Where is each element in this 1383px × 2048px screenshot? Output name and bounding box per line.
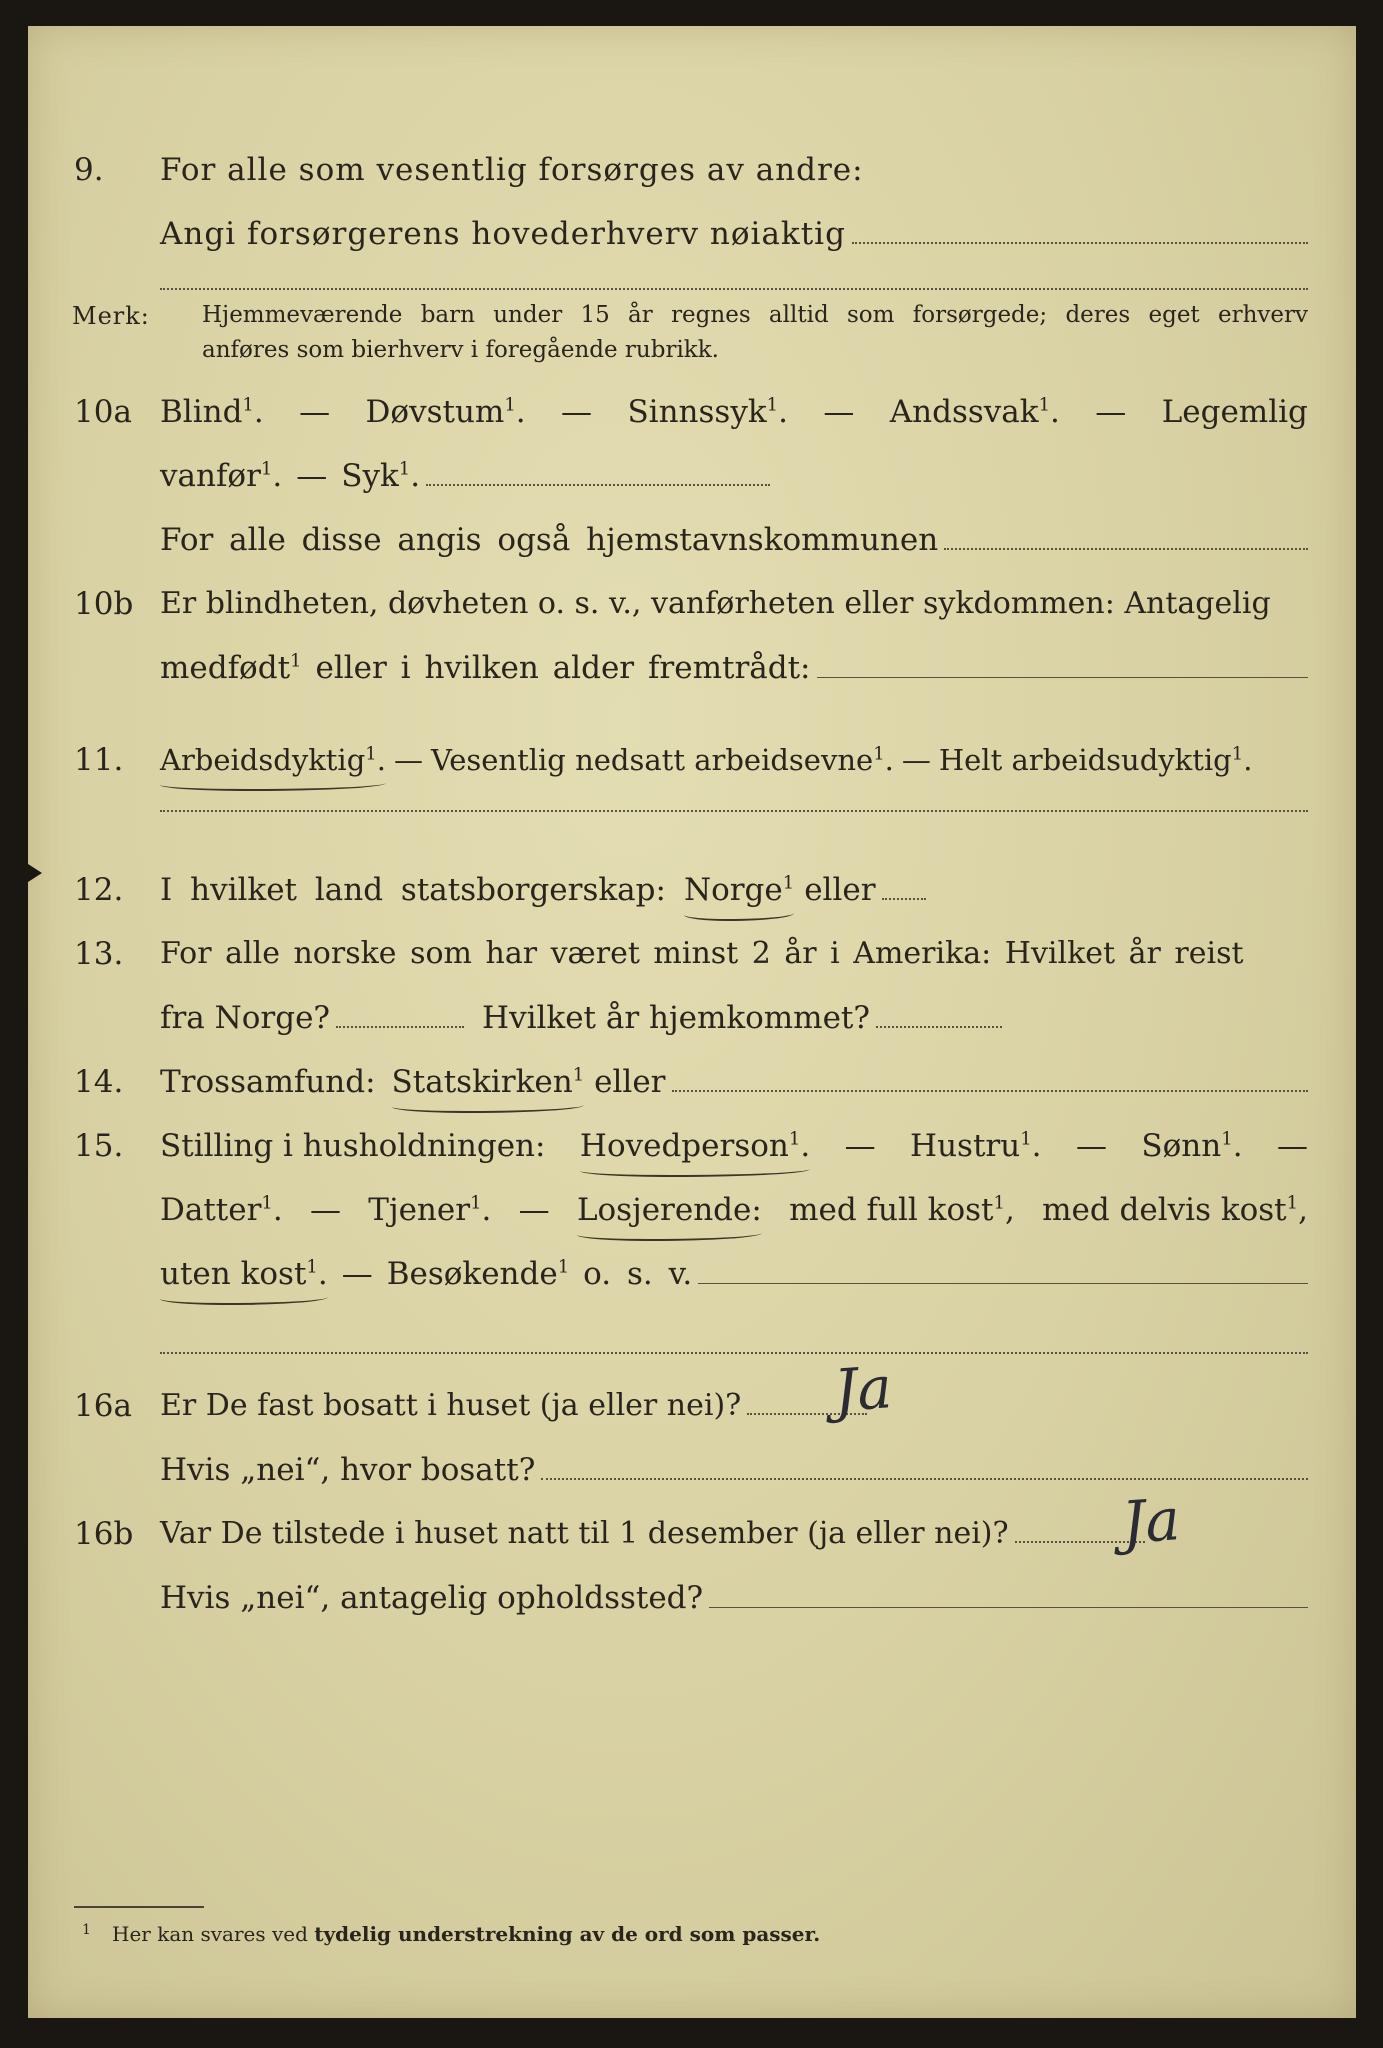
- q9-number: 9.: [74, 152, 104, 188]
- q9-provider-label: Angi forsørgerens hovederhverv nøiaktig: [160, 216, 846, 252]
- option-medfodt[interactable]: medfødt$^1$: [160, 650, 302, 686]
- footnote-text-a: Her kan svares ved: [112, 1922, 308, 1946]
- q15-etc: o. s. v.: [583, 1256, 693, 1292]
- q11-number: 11.: [74, 742, 124, 778]
- q14-number: 14.: [74, 1064, 124, 1100]
- option-besokende[interactable]: Besøkende$^1$: [386, 1256, 570, 1292]
- separator-dash: —: [844, 1128, 876, 1164]
- option-delvis-kost[interactable]: med delvis kost$^1$,: [1042, 1192, 1308, 1228]
- q10b-age-field[interactable]: [817, 677, 1308, 678]
- q13-line1: [28, 926, 1356, 982]
- option-andssvak[interactable]: Andssvak$^1$.: [889, 394, 1060, 430]
- option-uten-kost-underlined[interactable]: uten kost$^1$.: [160, 1246, 328, 1305]
- option-legemlig[interactable]: Legemlig: [1161, 394, 1308, 430]
- q15-number: 15.: [74, 1128, 124, 1164]
- option-hovedperson-underlined[interactable]: Hovedperson$^1$.: [580, 1118, 810, 1177]
- option-sonn[interactable]: Sønn$^1$.: [1141, 1128, 1243, 1164]
- q12-other-country-field[interactable]: [882, 898, 926, 900]
- q15-question: Stilling i husholdningen:: [160, 1128, 546, 1164]
- option-sinnssyk[interactable]: Sinnssyk$^1$.: [627, 394, 788, 430]
- q13-line2: [28, 990, 1356, 1046]
- q16b-line2: [28, 1570, 1356, 1626]
- option-norge-underlined[interactable]: Norge$^1$: [684, 862, 794, 921]
- q10b-question: Er blindheten, døvheten o. s. v., vanførheten eller sykdommen: Antagelig: [160, 586, 1271, 621]
- q16a-handwritten-answer: Ja: [831, 1353, 895, 1425]
- q12-line: [28, 862, 1356, 918]
- separator-dash: —: [901, 743, 931, 777]
- option-losjerende-underlined[interactable]: Losjerende:: [577, 1182, 762, 1241]
- footnote-rule: [74, 1906, 204, 1908]
- q10b-line2: [28, 640, 1356, 696]
- option-full-kost[interactable]: med full kost$^1$,: [789, 1192, 1015, 1228]
- q10b-number: 10b: [74, 586, 134, 622]
- q14-eller: eller: [594, 1064, 666, 1100]
- q10a-number: 10a: [74, 394, 132, 430]
- separator-dash: —: [1276, 1128, 1308, 1164]
- q15-extra-line: [160, 1352, 1308, 1354]
- option-datter[interactable]: Datter$^1$.: [160, 1192, 283, 1228]
- q16b-whereabouts-label: Hvis „nei“, antagelig opholdssted?: [160, 1580, 704, 1616]
- option-hustru[interactable]: Hustru$^1$.: [910, 1128, 1042, 1164]
- separator-dash: —: [341, 1256, 373, 1292]
- q10a-home-municipality-label: For alle disse angis også hjemstavnskommunen: [160, 522, 939, 558]
- footnote-mark: 1: [82, 1922, 91, 1938]
- q16a-question: Er De fast bosatt i huset (ja eller nei)?: [160, 1388, 742, 1423]
- q9-line1: [28, 142, 1356, 198]
- q10a-line1: [28, 384, 1356, 440]
- q14-other-faith-field[interactable]: [672, 1090, 1309, 1092]
- q12-question: I hvilket land statsborgerskap:: [160, 872, 666, 908]
- q10b-line1: [28, 576, 1356, 632]
- q11-line: [28, 732, 1356, 788]
- q15-line2: [28, 1182, 1356, 1238]
- option-arbeidsdyktig-underlined[interactable]: Arbeidsdyktig$^1$.: [160, 732, 386, 791]
- q9-question: For alle som vesentlig forsørges av andre:: [160, 152, 864, 188]
- q13-departure-year-field[interactable]: [336, 1026, 464, 1028]
- merk-text-line1: Hjemmeværende barn under 15 år regnes alltid som forsørgede; deres eget erhverv: [202, 302, 1308, 328]
- q14-line: [28, 1054, 1356, 1110]
- q15-other-field[interactable]: [698, 1283, 1308, 1284]
- separator-dash: —: [1095, 394, 1127, 430]
- option-vanfor[interactable]: vanfør$^1$.: [160, 458, 283, 494]
- merk-note: [28, 298, 1356, 378]
- q16b-whereabouts-field[interactable]: [709, 1607, 1308, 1608]
- option-statskirken-underlined[interactable]: Statskirken$^1$: [392, 1054, 585, 1113]
- separator-dash: —: [299, 394, 331, 430]
- separator-dash: —: [393, 743, 423, 777]
- q13-return-year-field[interactable]: [876, 1026, 1002, 1028]
- footnote-text-b: tydelig understrekning av de ord som passer.: [314, 1922, 821, 1946]
- q13-question: For alle norske som har været minst 2 år i Amerika: Hvilket år reist: [160, 936, 1244, 971]
- q15-line1: [28, 1118, 1356, 1174]
- option-arbeidsudyktig[interactable]: Helt arbeidsudyktig$^1$.: [938, 743, 1253, 777]
- separator-dash: —: [561, 394, 593, 430]
- merk-text-line2: anføres som bierhverv i foregående rubrikk.: [202, 337, 719, 363]
- q12-number: 12.: [74, 872, 124, 908]
- q9-line2: [28, 206, 1356, 262]
- option-tjener[interactable]: Tjener$^1$.: [368, 1192, 492, 1228]
- q13-number: 13.: [74, 936, 124, 972]
- q15-line3: [28, 1246, 1356, 1302]
- q9-provider-field[interactable]: [852, 242, 1308, 244]
- separator-dash: —: [823, 394, 855, 430]
- footnote: [82, 1922, 821, 1946]
- merk-label: Merk:: [72, 302, 150, 330]
- option-syk[interactable]: Syk$^1$.: [341, 458, 421, 494]
- q9-extra-line: [160, 288, 1308, 290]
- option-dovstum[interactable]: Døvstum$^1$.: [365, 394, 526, 430]
- q16b-handwritten-answer: Ja: [1119, 1485, 1183, 1557]
- q10a-line2: [28, 448, 1356, 504]
- q16b-number: 16b: [74, 1516, 134, 1552]
- census-form-page: [28, 26, 1356, 2018]
- option-nedsatt-arbeidsevne[interactable]: Vesentlig nedsatt arbeidsevne$^1$.: [430, 743, 894, 777]
- option-blind[interactable]: Blind$^1$.: [160, 394, 264, 430]
- separator-dash: —: [1075, 1128, 1107, 1164]
- q16a-residence-field[interactable]: [541, 1478, 1308, 1480]
- separator-dash: —: [518, 1192, 550, 1228]
- q11-extra-line: [160, 810, 1308, 812]
- q10a-home-municipality-field[interactable]: [944, 548, 1308, 550]
- q13-return-label: Hvilket år hjemkommet?: [482, 1000, 871, 1036]
- q12-eller: eller: [804, 872, 876, 908]
- q16a-number: 16a: [74, 1388, 132, 1424]
- separator-dash: —: [310, 1192, 342, 1228]
- separator-dash: —: [296, 458, 328, 494]
- q16a-line1: [28, 1378, 1356, 1434]
- q14-question: Trossamfund:: [160, 1064, 376, 1100]
- q13-departure-label: fra Norge?: [160, 1000, 331, 1036]
- q10b-age-label: eller i hvilken alder fremtrådt:: [315, 650, 811, 686]
- q10a-illness-field[interactable]: [426, 484, 770, 486]
- q16a-residence-label: Hvis „nei“, hvor bosatt?: [160, 1452, 536, 1488]
- q10a-line3: [28, 512, 1356, 568]
- q16b-question: Var De tilstede i huset natt til 1 desember (ja eller nei)?: [160, 1516, 1009, 1551]
